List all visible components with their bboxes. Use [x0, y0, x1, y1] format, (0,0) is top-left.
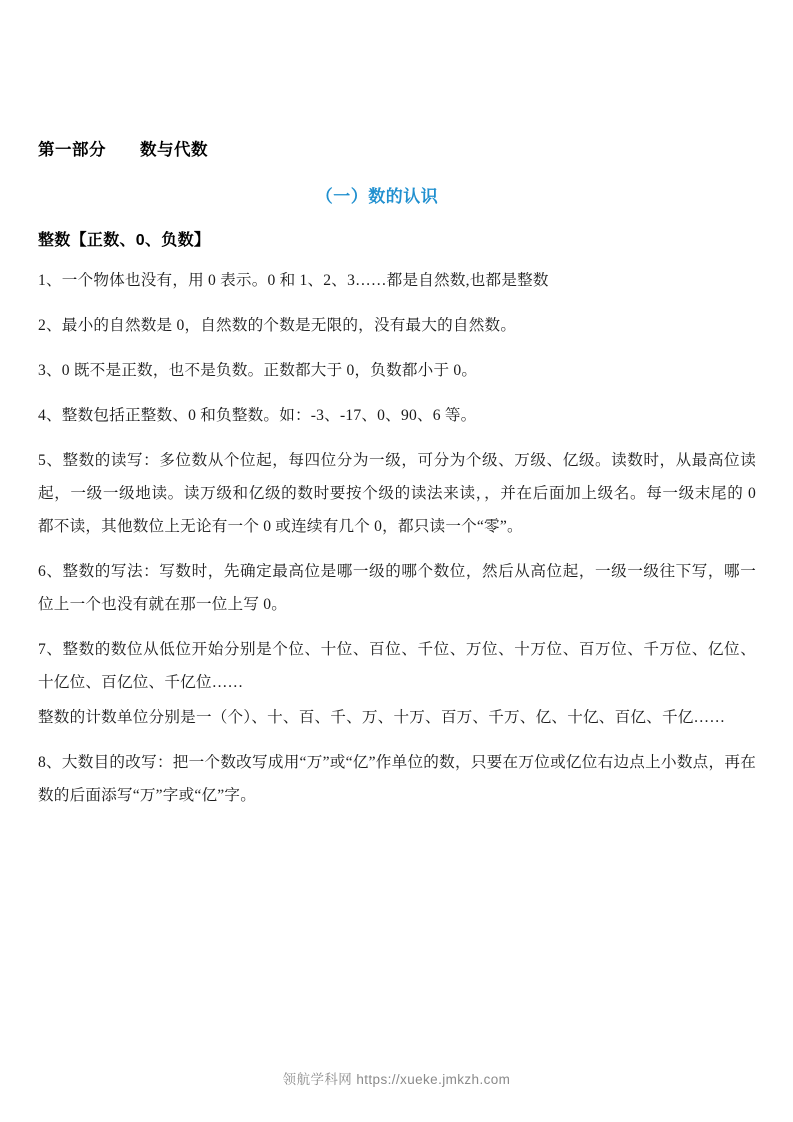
- sub-heading: 整数【正数、0、负数】: [38, 232, 211, 249]
- paragraph-2: 2、最小的自然数是 0，自然数的个数是无限的，没有最大的自然数。: [38, 317, 517, 334]
- paragraph-6: 6、整数的写法：写数时，先确定最高位是哪一级的哪个数位，然后从高位起，一级一级往下写，哪一位上一个也没有就在那一位上写 0。: [38, 563, 756, 613]
- paragraph-7: 7、整数的数位从低位开始分别是个位、十位、百位、千位、万位、十万位、百万位、千万位、亿位、十亿位、百亿位、千亿位……: [38, 641, 756, 691]
- part-title: [38, 136, 756, 160]
- watermark-footer: 领航学科网 https://xueke.jmkzh.com: [282, 1072, 511, 1087]
- paragraph-8: 8、大数目的改写：把一个数改写成用“万”或“亿”作单位的数，只要在万位或亿位右边点上小数点，再在数的后面添写“万”字或“亿”字。: [38, 754, 756, 804]
- part-title-name: 数与代数: [140, 141, 208, 159]
- part-title-label: 第一部分: [38, 141, 106, 159]
- paragraph-3: 3、0 既不是正数，也不是负数。正数都大于 0，负数都小于 0。: [38, 362, 478, 379]
- paragraph-5: 5、整数的读写：多位数从个位起，每四位分为一级，可分为个级、万级、亿级。读数时，从最高位读起，一级一级地读。读万级和亿级的数时要按个级的读法来读，，并在后面加上级名。每一级末尾的 0 都不读，其他数位上无论有一个 0 或连续有几个 0，都只读一个“零”。: [38, 452, 756, 535]
- paragraph-7-continued: 整数的计数单位分别是一（个）、十、百、千、万、十万、百万、千万、亿、十亿、百亿、千亿……: [38, 709, 726, 726]
- document-body: [38, 136, 756, 812]
- section-heading: （一）数的认识: [315, 187, 439, 206]
- paragraph-4: 4、整数包括正整数、0 和负整数。如：-3、-17、0、90、6 等。: [38, 407, 477, 424]
- paragraph-1: 1、一个物体也没有，用 0 表示。0 和 1、2、3……都是自然数,也都是整数: [38, 272, 549, 289]
